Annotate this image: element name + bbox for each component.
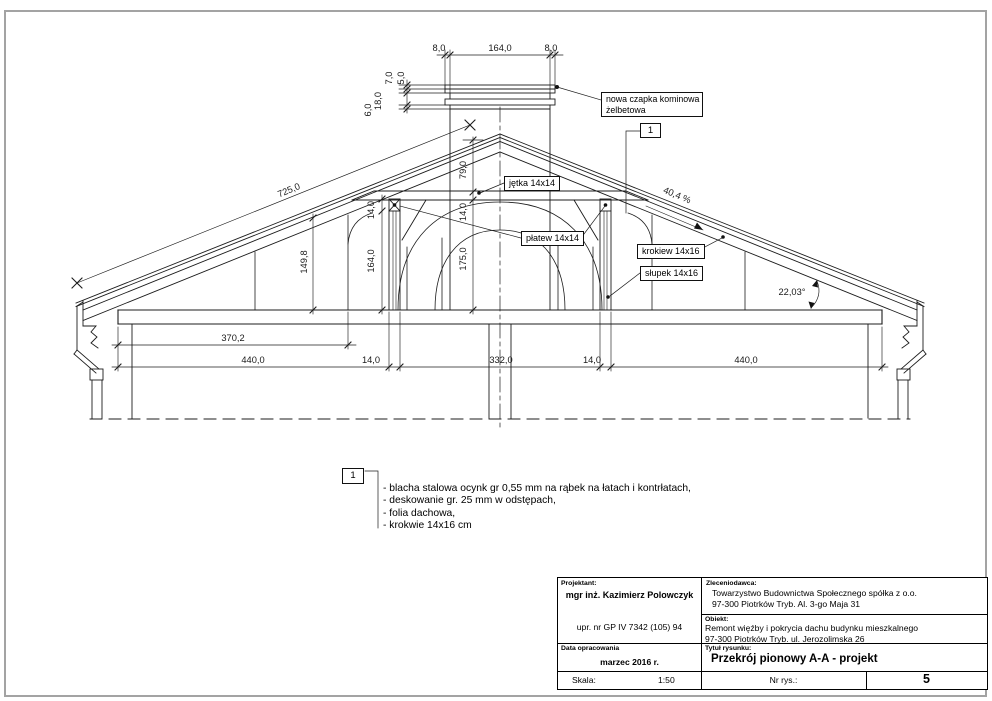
note-marker-1: 1 xyxy=(342,468,364,484)
label-czapka-line1: nowa czapka kominowa xyxy=(606,94,700,104)
slope-angle: 22,03° xyxy=(778,287,806,297)
titleblock-divider-zlec xyxy=(701,614,987,615)
projektant-name: mgr inż. Kazimierz Polowczyk xyxy=(565,590,694,600)
dim-bottom-5: 440,0 xyxy=(734,355,758,365)
tytul-label: Tytuł rysunku: xyxy=(705,645,752,652)
obiekt-label: Obiekt: xyxy=(705,616,729,623)
titleblock-divider-vertical xyxy=(701,578,702,689)
obiekt-line2: 97-300 Piotrków Tryb. ul. Jerozolimska 26 xyxy=(705,634,865,644)
label-platew: płatew 14x14 xyxy=(521,231,584,246)
label-krokiew: krokiew 14x16 xyxy=(637,244,705,259)
data-opracowania-label: Data opracowania xyxy=(561,645,620,652)
dim-platew-height: 14,0 xyxy=(366,200,376,220)
dim-bottom-1: 440,0 xyxy=(241,355,265,365)
skala-label: Skala: xyxy=(572,675,596,685)
dim-partial: 370,2 xyxy=(221,333,245,343)
obiekt-line1: Remont więźby i pokrycia dachu budynku mieszkalnego xyxy=(705,623,919,633)
label-jetka: jętka 14x14 xyxy=(504,176,560,191)
dim-cap-5: 5,0 xyxy=(396,71,406,85)
dim-bottom-4: 14,0 xyxy=(582,355,602,365)
label-czapka-kominowa xyxy=(601,92,703,117)
note-line-2: - deskowanie gr. 25 mm w odstępach, xyxy=(383,495,556,507)
dim-cap-18: 18,0 xyxy=(373,91,383,111)
dim-ridge-jetka: 79,0 xyxy=(458,160,468,180)
title-block xyxy=(557,577,988,690)
zleceniodawca-line1: Towarzystwo Budownictwa Społecznego spółka z o.o. xyxy=(712,588,917,598)
dim-bottom-3: 332,0 xyxy=(489,355,513,365)
data-opracowania-value: marzec 2016 r. xyxy=(600,657,659,667)
roof-layers-note xyxy=(383,483,723,533)
dim-cap-7: 7,0 xyxy=(384,71,394,85)
leader-lines xyxy=(365,87,722,528)
dim-cap-6: 6,0 xyxy=(363,103,373,117)
slope-percent: 40,4 % xyxy=(661,184,693,206)
projektant-label: Projektant: xyxy=(561,580,597,587)
dim-post-height: 164,0 xyxy=(366,249,376,273)
label-slupek: słupek 14x16 xyxy=(640,266,703,281)
zleceniodawca-label: Zleceniodawca: xyxy=(706,580,757,587)
projektant-upr: upr. nr GP IV 7342 (105) 94 xyxy=(576,622,683,632)
zleceniodawca-line2: 97-300 Piotrków Tryb. Al. 3-go Maja 31 xyxy=(712,599,861,609)
note-line-1: - blacha stalowa ocynk gr 0,55 mm na rąbek na łatach i kontrłatach, xyxy=(383,483,691,494)
note-line-3: - folia dachowa, xyxy=(383,507,456,519)
dim-jetka-height: 14,0 xyxy=(458,202,468,222)
note-line-4: - krokwie 14x16 cm xyxy=(383,520,472,532)
tytul-value: Przekrój pionowy A-A - projekt xyxy=(711,653,878,665)
dimension-ticks xyxy=(72,52,885,370)
dimension-lines xyxy=(77,50,888,371)
dim-top-right: 8,0 xyxy=(544,43,558,53)
skala-value: 1:50 xyxy=(658,675,675,685)
callout-1-top: 1 xyxy=(640,123,661,138)
dim-top-left: 8,0 xyxy=(432,43,446,53)
dimension-texts xyxy=(221,43,805,365)
label-czapka-line2: żelbetowa xyxy=(606,104,646,115)
dim-under-jetka: 175,0 xyxy=(458,247,468,271)
dim-rafter-length: 725,0 xyxy=(276,181,302,200)
dim-bottom-2: 14,0 xyxy=(361,355,381,365)
dim-stud-height: 149,8 xyxy=(299,250,309,274)
nr-rys-value: 5 xyxy=(923,672,930,686)
dim-top-mid: 164,0 xyxy=(488,43,512,53)
nr-rys-label: Nr rys.: xyxy=(769,675,798,685)
